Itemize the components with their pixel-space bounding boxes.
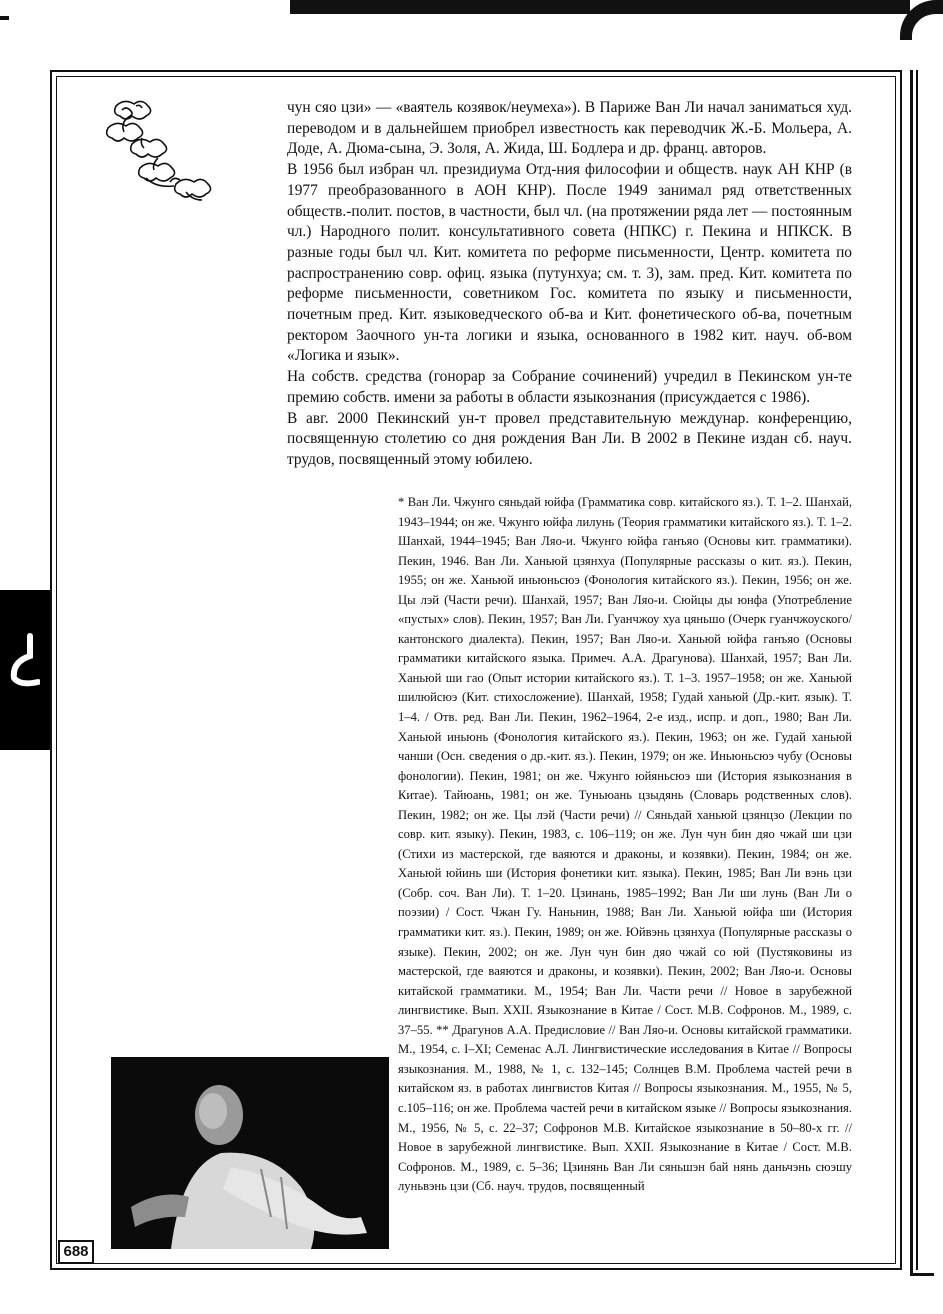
paragraph: чун сяо цзи» — «ваятель козявок/неумеха»). В Париже Ван Ли начал заниматься худ. переводом и в дальнейшем приобрел известность как переводчик Ж.-Б. Мольера, А. Доде, А. Дюма-сына, Э. Золя, А. Жида, Ш. Бодлера и др. франц. авторов.: [287, 99, 852, 158]
right-rail-line: [916, 70, 918, 1270]
bibliography: * Ван Ли. Чжунго сяньдай юйфа (Грамматика совр. китайского яз.). Т. 1–2. Шанхай, 1943–1944; он же. Чжунго юйфа лилунь (Теория грамматики китайского яз.). Т. 1–2. Шанхай, 1944–1945; Ван Ляо-и. Чжунго юйфа ганъяо (Основы кит. грамматики). Пекин, 1946. Ван Ли. Ханьюй цзянхуа (Популярные рассказы о кит. яз.). Пекин, 1955; он же. Ханьюй иньюньсюэ (Фонология китайского яз.). Пекин, 1956; он же. Цы лэй (Части речи). Шанхай, 1957; Ван Ляо-и. Сюйцы ды юнфа (Употребление «пустых» слов). Пекин, 1957; Ван Ли. Гуанчжоу хуа цяньшо (Очерк гуанчжоуского/кантонского диалекта). Пекин, 1957; Ван Ляо-и. Ханьюй юйфа ганъяо (Основы грамматики китайского языка. Примеч. А.А. Драгунова). Шанхай, 1957; Ван Ли. Ханьюй ши гао (Опыт истории китайского яз.). Т. 1–3. 1957–1958; он же. Ханьюй шилюйсюэ (Кит. стихосложение). Шанхай, 1958; Гудай ханьюй (Др.-кит. язык). Т. 1–4. / Отв. ред. Ван Ли. Пекин, 1962–1964, 2-е изд., испр. и доп., 1980; Ван Ли. Ханьюй иньюнь (Фонология китайского яз.). Пекин, 1963; он же. Гудай ханьюй чанши (Осн. сведения о др.-кит. яз.). Пекин, 1979; он же. Иньюньсюэ чубу (Основы фонологии). Пекин, 1981; он же. Чжунго юйяньсюэ ши (История языкознания в Китае). Тайюань, 1981; он же. Туньюань цзыдянь (Словарь родственных слов). Пекин, 1982; он же. Цы лэй (Части речи) // Сяньдай ханьюй цзянцзо (Лекции по совр. кит. языку). Пекин, 1983, с. 106–119; он же. Лун чун бин дяо чжай ши цзи (Стихи из мастерской, где ваяются и драконы, и козявки). Пекин, 1984; он же. Ханьюй юйинь ши (История фонетики кит. языка). Пекин, 1985; Ван Ли вэнь цзи (Собр. соч. Ван Ли). Т. 1–20. Цзинань, 1985–1992; Ван Ли ши лунь (Ван Ли о поэзии) / Сост. Чжан Гу. Наньнин, 1988; Ван Ли. Ханьюй юйфа ши (История грамматики кит. яз.). Пекин, 1989; он же. Юйвэнь цзянхуа (Популярные рассказы о языке). Пекин, 2002; он же. Лун чун бин дяо чжай со юй (Пустяковины из мастерской, где ваяются и драконы, и козявки). Пекин, 2002; Ван Ляо-и. Основы китайской грамматики. М., 1954; Ван Ли. Части речи // Новое в зарубежной лингвистике. Вып. XXII. Языкознание в Китае / Сост. М.В. Софронов. М., 1989, с. 37–55. ** Драгунов А.А. Предисловие // Ван Ляо-и. Основы китайской грамматики. М., 1954, с. I–XI; Семенас А.Л. Лингвистические исследования в Китае // Вопросы языкознания. М., 1988, № 1, с. 132–145; Солнцев В.М. Проблема частей речи в китайском яз. в работах лингвистов Китая // Вопросы языкознания. М., 1955, № 5, с.105–116; он же. Проблема частей речи в китайском языке // Вопросы языкознания. М., 1956, № 5, с. 22–37; Софронов М.В. Китайское языкознание в 50–80-х гг. // Новое в зарубежной лингвистике. Вып. XXII. Языкознание в Китае / Сост. М.В. Софронов. М., 1989, с. 5–36; Цзинянь Ван Ли сяньшэн бай нянь даньчэнь сюэшу луньвэнь цзи (Сб. науч. трудов, посвященный: [398, 495, 852, 1194]
cloud-ornament-icon: [102, 96, 222, 216]
portrait-image: [111, 1057, 389, 1249]
corner-mark: [0, 16, 9, 20]
top-bar: [290, 0, 910, 14]
side-tab: [0, 590, 50, 750]
paragraph: В 1956 был избран чл. президиума Отд-ния философии и обществ. наук АН КНР (в 1977 преобразованного в АОН КНР). После 1949 занимал ряд ответственных обществ.-полит. постов, в частности, был чл. (на протяжении ряда лет — постоянным чл.) Народного полит. консультативного совета (НПКС) г. Пекина и НПКСК. В разные годы был чл. Кит. комитета по реформе письменности, Центр. комитета по распространению совр. офиц. языка (путунхуа; см. т. 3), зам. пред. Кит. комитета по реформе письменности, советником Гос. комитета по языку и письменности, почетным пред. Кит. языковедческого об-ва и Кит. фонетического об-ва, почетным ректором Заочного ун-та логики и языка, основанного в 1982 кит. науч. об-вом «Логика и язык».: [287, 161, 852, 365]
side-tab-glyph-icon: [8, 630, 40, 690]
main-text: [287, 98, 852, 471]
right-rail: [910, 70, 934, 1276]
portrait-photo: [111, 1057, 389, 1249]
page-number: 688: [58, 1240, 94, 1264]
paragraph: В авг. 2000 Пекинский ун-т провел представительную междунар. конференцию, посвященную столетию со дня рождения Ван Ли. В 2002 в Пекине издан сб. науч. трудов, посвященный этому юбилею.: [287, 409, 852, 468]
paragraph: На собств. средства (гонорар за Собрание сочинений) учредил в Пекинском ун-те премию собств. имени за работы в области языкознания (присуждается с 1986).: [287, 368, 852, 406]
